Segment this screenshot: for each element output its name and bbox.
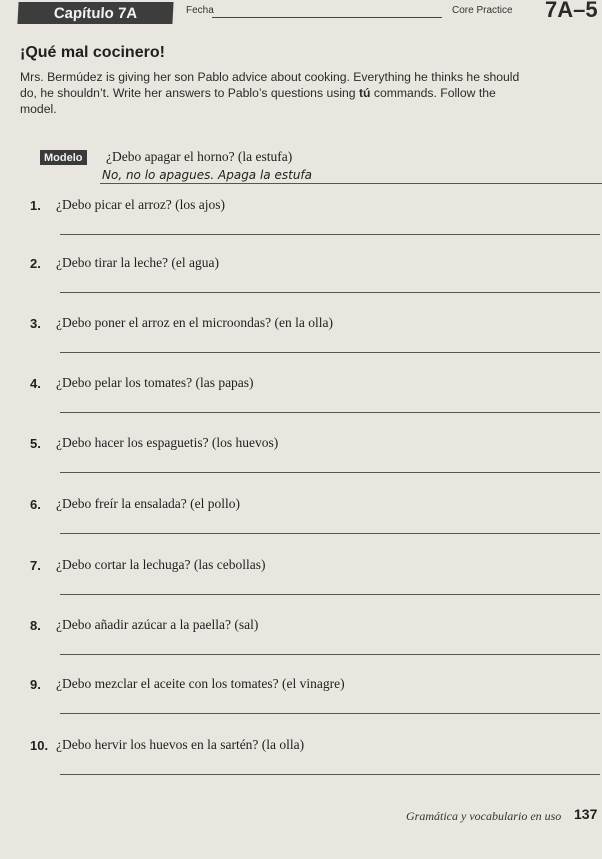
modelo-answer-line — [100, 183, 602, 184]
question-number: 9. — [30, 677, 41, 692]
instructions-bold: tú — [358, 86, 371, 100]
question-text: ¿Debo poner el arroz en el microondas? (en la olla) — [56, 315, 333, 330]
modelo-label: Modelo — [44, 151, 83, 164]
page-number: 137 — [574, 806, 598, 822]
answer-line[interactable] — [60, 234, 600, 235]
fecha-label: Fecha — [186, 5, 214, 16]
core-practice-label: Core Practice — [452, 5, 513, 16]
question-text: ¿Debo pelar los tomates? (las papas) — [56, 375, 254, 390]
question-text: ¿Debo añadir azúcar a la paella? (sal) — [56, 617, 259, 632]
question-number: 6. — [30, 497, 41, 512]
answer-line[interactable] — [60, 713, 600, 714]
question-number: 1. — [30, 198, 41, 213]
answer-line[interactable] — [60, 292, 600, 293]
question-number: 4. — [30, 376, 41, 391]
answer-line[interactable] — [60, 654, 600, 655]
modelo-badge — [40, 150, 87, 165]
question-text: ¿Debo picar el arroz? (los ajos) — [56, 197, 226, 212]
answer-line[interactable] — [60, 352, 600, 353]
answer-line[interactable] — [60, 594, 600, 595]
question-text: ¿Debo hervir los huevos en la sartén? (la olla) — [56, 737, 305, 752]
question-number: 8. — [30, 618, 41, 633]
instructions-text: commands. Follow the — [370, 86, 496, 100]
answer-line[interactable] — [60, 472, 600, 473]
instructions-line-2 — [20, 85, 602, 101]
instructions-text: do, he shouldn’t. Write her answers to Pablo’s questions using — [20, 86, 359, 100]
footer-book-title: Gramática y vocabulario en uso — [406, 809, 562, 823]
question-text: ¿Debo freír la ensalada? (el pollo) — [56, 496, 241, 511]
question-number: 2. — [30, 256, 41, 271]
chapter-tab — [17, 2, 173, 24]
question-text: ¿Debo tirar la leche? (el agua) — [56, 255, 220, 270]
modelo-answer: No, no lo apagues. Apaga la estufa — [102, 168, 312, 182]
question-text: ¿Debo mezclar el aceite con los tomates? (el vinagre) — [56, 676, 345, 691]
question-text: ¿Debo hacer los espaguetis? (los huevos) — [56, 435, 279, 450]
question-number: 5. — [30, 436, 41, 451]
answer-line[interactable] — [60, 412, 600, 413]
question-number: 7. — [30, 558, 41, 573]
unit-code: 7A–5 — [545, 0, 598, 22]
page-title: ¡Qué mal cocinero! — [20, 44, 165, 61]
question-number: 3. — [30, 316, 41, 331]
chapter-label: Capítulo 7A — [53, 4, 138, 22]
answer-line[interactable] — [60, 774, 600, 775]
instructions-line-1: Mrs. Bermúdez is giving her son Pablo advice about cooking. Everything he thinks he should — [20, 70, 520, 84]
answer-line[interactable] — [60, 533, 600, 534]
question-number: 10. — [30, 738, 49, 753]
instructions-line-3: model. — [20, 102, 57, 116]
question-text: ¿Debo cortar la lechuga? (las cebollas) — [56, 557, 266, 572]
fecha-line[interactable] — [212, 17, 442, 18]
modelo-question: ¿Debo apagar el horno? (la estufa) — [106, 149, 293, 164]
instructions — [20, 69, 602, 117]
